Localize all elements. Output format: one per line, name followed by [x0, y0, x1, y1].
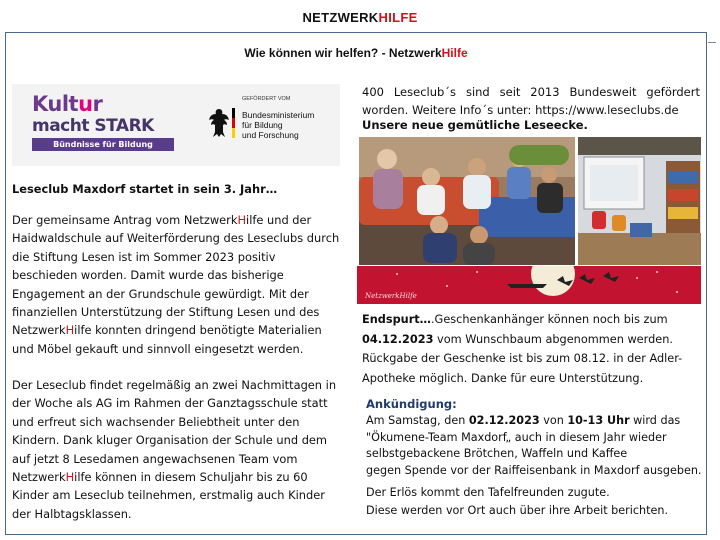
macht-stark-logo-text: macht STARK: [32, 116, 154, 136]
announcement-text: Am Samstag, den 02.12.2023 von 10-13 Uhr wird das "Ökumene-Team Maxdorf„ auch in diesem Jahr wieder selbstgebackene Brötchen, Waffeln und Kaffee gegen Spende vor der Raiffeisenbank in Maxdorf ausgeben.: [366, 414, 702, 477]
leseclub-heading: Leseclub Maxdorf startet in sein 3. Jahr…: [12, 182, 278, 196]
sponsor-logo-panel: [12, 84, 340, 166]
kultur-logo-text: Kultur: [32, 92, 103, 116]
margin-tick: [708, 42, 716, 43]
title-part-netzwerk: NETZWERK: [302, 10, 379, 25]
leseclub-paragraph-2: Der Leseclub findet regelmäßig an zwei Nachmittagen in der Woche als AG im Rahmen der Ganztagsschule statt und erfreut sich wachsender Beliebtheit unter den Kindern. Dank kluger Organisation der Schule und dem auf jetzt 8 Lesedamen angewachsenen Team vom NetzwerkHilfe können in diesem Schuljahr bis zu 60 Kinder am Leseclub teilnehmen, erstmalig auch Kinder der Halbtagsklassen.: [12, 378, 337, 521]
reading-corner-photo: [578, 137, 701, 265]
leseclub-intro-text: 400 Leseclub´s sind seit 2013 Bundesweit gefördert worden. Weitere Info´s unter: https://www.leseclubs.de: [362, 85, 700, 117]
title-part-hilfe: HILFE: [378, 10, 418, 25]
german-flag-stripe: [232, 108, 235, 138]
newsletter-subheading: [6, 46, 706, 60]
christmas-banner: [357, 266, 701, 304]
subheading-hilfe: Hilfe: [441, 46, 468, 60]
announcement-followup: Der Erlös kommt den Tafelfreunden zugute. Diese werden vor Ort auch über ihre Arbeit berichten.: [366, 486, 669, 517]
federal-eagle-icon: [208, 106, 230, 140]
announcement-title: Ankündigung:: [366, 397, 457, 411]
ministry-name: Bundesministerium für Bildung und Forschung: [242, 110, 315, 140]
reading-children-photo: [359, 137, 575, 265]
leseclub-paragraph-1: Der gemeinsame Antrag vom NetzwerkHilfe und der Haidwaldschule auf Weiterförderung des Leseclubs durch die Stiftung Lesen ist im Sommer 2023 positiv beschieden worden. Damit wurde das bisherige Engagement an der Grundschule gewürdigt. Mit der finanziellen Unterstützung der Stiftung Lesen und des NetzwerkHilfe konnten dringend benötigte Materialien und Möbel gekauft und sinnvoll eingesetzt werden.: [12, 213, 340, 356]
endspurt-text: Endspurt….Geschenkanhänger können noch bis zum 04.12.2023 vom Wunschbaum abgenommen werden. Rückgabe der Geschenke ist bis zum 08.12. in der Adler-Apotheke möglich. Danke für eure Unterstützung.: [362, 313, 683, 385]
leseecke-caption: Unsere neue gemütliche Leseecke.: [362, 118, 588, 132]
banner-caption: NetzwerkHilfe: [365, 292, 417, 300]
funding-label: GEFÖRDERT VOM: [242, 96, 291, 102]
buendnisse-tagline: Bündnisse für Bildung: [32, 138, 174, 151]
page-title: [0, 10, 720, 25]
subheading-text: Wie können wir helfen? - Netzwerk: [244, 46, 442, 60]
